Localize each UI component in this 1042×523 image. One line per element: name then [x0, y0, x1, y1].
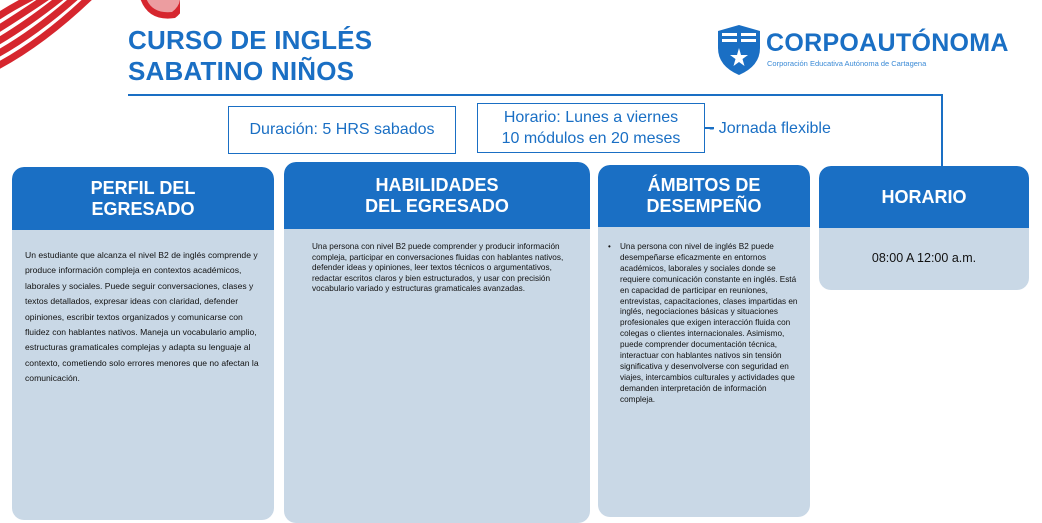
- card-habilidades-title-line2: DEL EGRESADO: [365, 195, 509, 216]
- header-divider-connector: [941, 94, 943, 166]
- card-perfil-header: [12, 167, 274, 230]
- card-horario: [819, 166, 1029, 290]
- logo-subtitle: Corporación Educativa Autónoma de Cartagena: [767, 59, 927, 68]
- card-perfil-text: Un estudiante que alcanza el nivel B2 de inglés comprende y produce información compleja en contextos académicos, laborales y sociales. Puede seguir conversaciones, clases y textos detallados, expresar ideas con claridad, defender opiniones, escribir textos organizados y comunicarse con fluidez con hablantes nativos. Maneja un vocabulario amplio, estructuras gramaticales complejas y adapta su lenguaje al contexto, cometiendo solo errores menores que no afectan la comunicación.: [25, 250, 259, 384]
- card-perfil-egresado: [12, 167, 274, 520]
- card-ambitos-title-line1: ÁMBITOS DE: [647, 175, 761, 195]
- duration-text: Duración: 5 HRS sabados: [249, 121, 435, 138]
- card-perfil-title-line1: PERFIL DEL: [90, 177, 196, 198]
- card-horario-header: [819, 166, 1029, 228]
- card-perfil-title-line2: EGRESADO: [91, 198, 195, 219]
- card-ambitos-desempeno: [598, 165, 810, 517]
- card-habilidades-egresado: [284, 162, 590, 523]
- header-divider: [128, 94, 943, 96]
- course-title-line1: CURSO DE INGLÉS: [128, 25, 373, 55]
- card-ambitos-header: [598, 165, 810, 227]
- schedule-line2: 10 módulos en 20 meses: [501, 130, 681, 147]
- card-ambitos-text: Una persona con nivel de inglés B2 puede desempeñarse eficazmente en entornos académicos, laborales y sociales donde se requiere comunicación constante en inglés. Está en capacidad de participar en reuniones, entrevistas, capacitaciones, clases impartidas en inglés, negociaciones básicas y situaciones profesionales que exigen interacción fluida con colegas o clientes internacionales. Asimismo, puede comprender documentación técnica, interactuar con hablantes nativos sin tensión significativa y desenvolverse con seguridad en viajes, intercambios culturales y actividades que demanden interpretación de información compleja.: [620, 242, 798, 404]
- logo-name: CORPOAUTÓNOMA: [766, 29, 1009, 57]
- bullet-marker: •: [608, 242, 611, 251]
- shift-text: - Jornada flexible: [709, 120, 831, 137]
- card-habilidades-text: Una persona con nivel B2 puede comprender y producir información compleja, participar en conversaciones fluidas con hablantes nativos, defender ideas y opiniones, leer textos técnicos o argumentativos, redactar escritos claros y bien estructurados, y usar con precisión vocabulario variado y estructuras gramaticales avanzadas.: [312, 242, 564, 293]
- schedule-box: [477, 103, 705, 153]
- card-ambitos-body: [598, 227, 810, 406]
- course-title: [128, 25, 372, 87]
- shield-icon: [716, 24, 762, 76]
- card-habilidades-header: [284, 162, 590, 229]
- card-ambitos-title-line2: DESEMPEÑO: [646, 196, 762, 216]
- card-horario-text: 08:00 A 12:00 a.m.: [871, 251, 977, 265]
- course-title-line2: SABATINO NIÑOS: [128, 56, 355, 86]
- corpoautonoma-logo: [714, 22, 1009, 78]
- schedule-line1: Horario: Lunes a viernes: [503, 109, 679, 126]
- duration-box: [228, 106, 456, 154]
- card-horario-title: HORARIO: [881, 186, 967, 207]
- card-habilidades-title-line1: HABILIDADES: [375, 174, 499, 195]
